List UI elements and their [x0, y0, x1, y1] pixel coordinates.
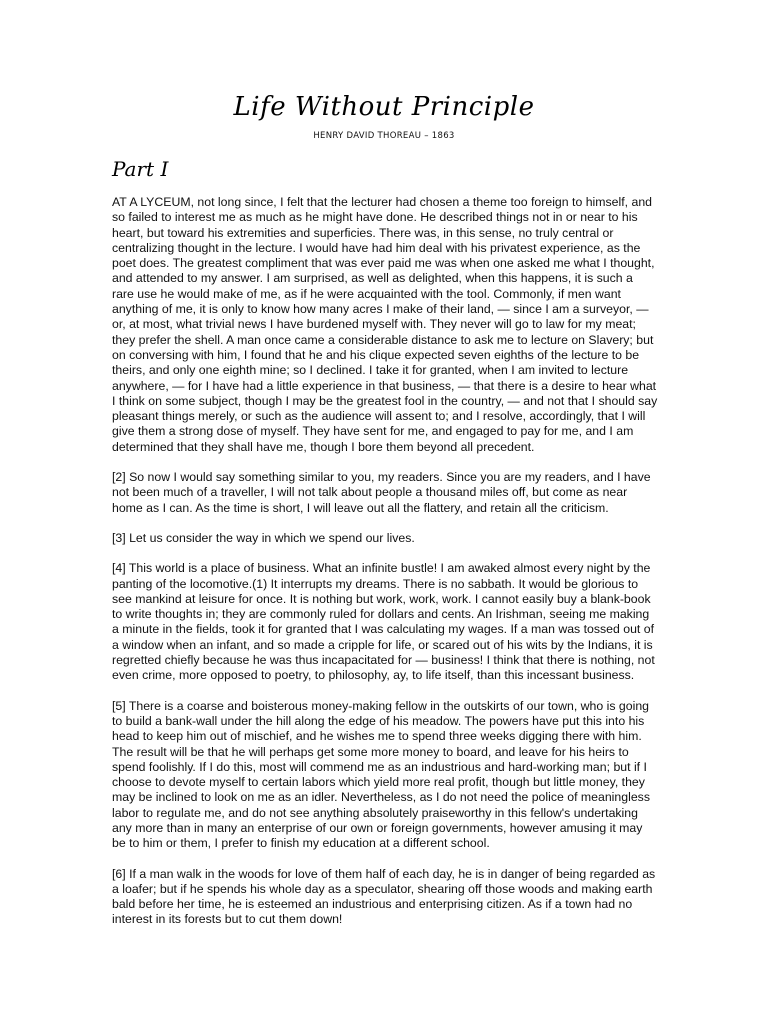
paragraph-6: [6] If a man walk in the woods for love of them half of each day, he is in danger of being regarded as a loafer; but if he spends his whole day as a speculator, shearing off those woods and making earth bald before her time, he is esteemed an industrious and enterprising citizen. As if a town had no interest in its forests but to cut them down!: [112, 866, 656, 927]
paragraph-4: [4] This world is a place of business. What an infinite bustle! I am awaked almost every night by the panting of the locomotive.(1) It interrupts my dreams. There is no sabbath. It would be glorious to see mankind at leisure for once. It is nothing but work, work, work. I cannot easily buy a blank-book to write thoughts in; they are commonly ruled for dollars and cents. An Irishman, seeing me making a minute in the fields, took it for granted that I was calculating my wages. If a man was tossed out of a window when an infant, and so made a cripple for life, or scared out of his wits by the Indians, it is regretted chiefly because he was thus incapacitated for — business! I think that there is nothing, not even crime, more opposed to poetry, to philosophy, ay, to life itself, than this incessant business.: [112, 561, 655, 683]
body-text: [112, 195, 658, 943]
paragraph-2: [2] So now I would say something similar to you, my readers. Since you are my readers, and I have not been much of a traveller, I will not talk about people a thousand miles off, but come as near home as I can. As the time is short, I will leave out all the flattery, and retain all the criticism.: [112, 470, 651, 515]
paragraph-5: [5] There is a coarse and boisterous money-making fellow in the outskirts of our town, who is going to build a bank-wall under the hill along the edge of his meadow. The powers have put this into his head to keep him out of mischief, and he wishes me to spend three weeks digging there with him. The result will be that he will perhaps get some more money to board, and leave for his heirs to spend foolishly. If I do this, most will commend me as an industrious and hard-working man; but if I choose to devote myself to certain labors which yield more real profit, though but little money, they may be inclined to look on me as an idler. Nevertheless, as I do not need the police of meaningless labor to regulate me, and do not see anything absolutely praiseworthy in this fellow's undertaking any more than in many an enterprise of our own or foreign governments, however amusing it may be to him or them, I prefer to finish my education at a different school.: [112, 698, 650, 851]
part-heading: Part I: [112, 157, 169, 181]
author-line: HENRY DAVID THOREAU – 1863: [313, 131, 455, 141]
document-title: Life Without Principle: [233, 92, 535, 122]
paragraph-1: AT A LYCEUM, not long since, I felt that the lecturer had chosen a theme too foreign to himself, and so failed to interest me as much as he might have done. He described things not in or near to his heart, but toward his extremities and superficies. There was, in this sense, no truly central or centralizing thought in the lecture. I would have had him deal with his privatest experience, as the poet does. The greatest compliment that was ever paid me was when one asked me what I thought, and attended to my answer. I am surprised, as well as delighted, when this happens, it is such a rare use he would make of me, as if he were acquainted with the tool. Commonly, if men want anything of me, it is only to know how many acres I make of their land, — since I am a surveyor, — or, at most, what trivial news I have burdened myself with. They never will go to law for my meat; they prefer the shell. A man once came a considerable distance to ask me to lecture on Slavery; but on conversing with him, I found that he and his clique expected seven eighths of the lecture to be theirs, and only one eighth mine; so I declined. I take it for granted, when I am invited to lecture anywhere, — for I have had a little experience in that business, — that there is a desire to hear what I think on some subject, though I may be the greatest fool in the country, — and not that I should say pleasant things merely, or such as the audience will assent to; and I resolve, accordingly, that I will give them a strong dose of myself. They have sent for me, and engaged to pay for me, and I am determined that they shall have me, though I bore them beyond all precedent.: [112, 195, 658, 454]
paragraph-3: [3] Let us consider the way in which we spend our lives.: [112, 530, 415, 545]
